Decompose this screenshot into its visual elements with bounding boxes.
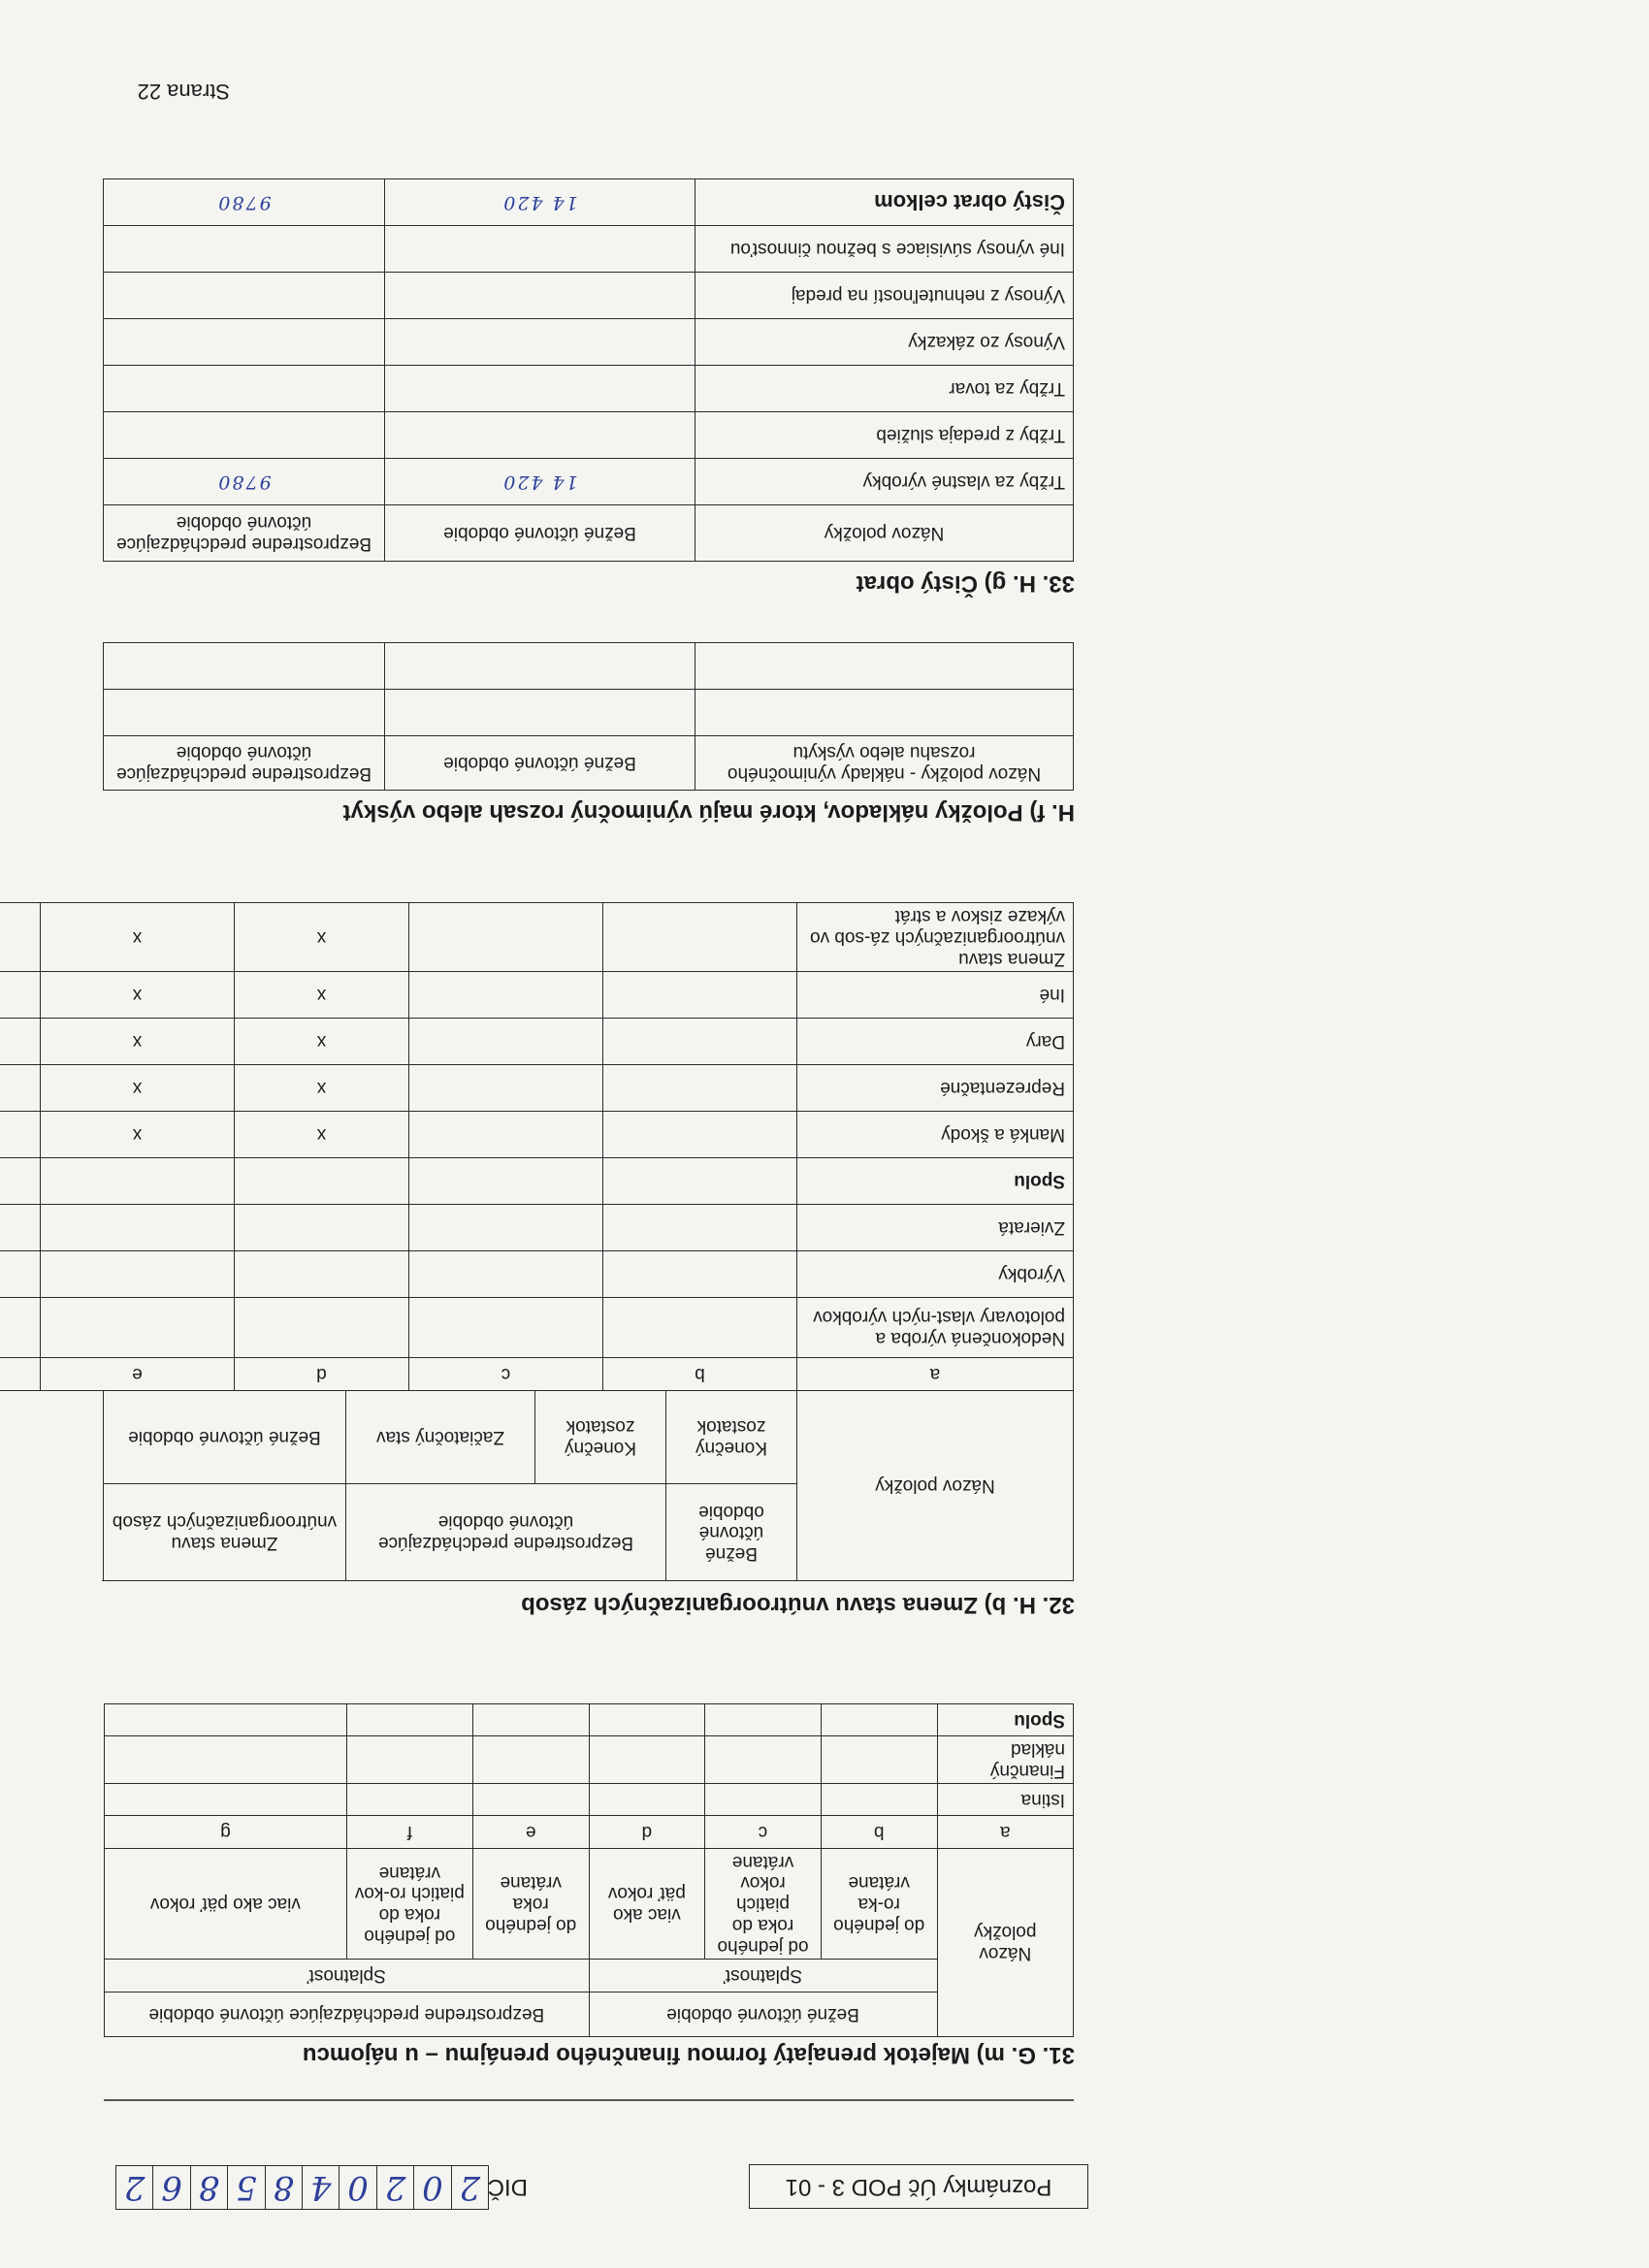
s31-sub-header: viac ako päť rokov [105, 1848, 347, 1959]
dic-digit: 2 [451, 2165, 489, 2210]
x-mark: x [41, 903, 235, 972]
x-mark: x [235, 1112, 409, 1158]
dic-digit: 2 [376, 2165, 413, 2210]
x-mark [0, 1019, 41, 1065]
s33g-title: 33. H. g) Čistý obrat [856, 570, 1075, 597]
x-mark: x [41, 1112, 235, 1158]
s32-period-current: Bežné účtovné obdobie [666, 1484, 797, 1581]
s33g-period-current: Bežné účtovné obdobie [385, 505, 695, 562]
dic-digit: 0 [339, 2165, 375, 2210]
s33f-period-current: Bežné účtovné obdobie [385, 736, 695, 791]
s31-period-current: Bežné účtovné obdobie [589, 1993, 937, 2037]
s33g-row-label: Výnosy zo zákazky [695, 319, 1074, 366]
s32-row-label: Spolu [797, 1158, 1074, 1205]
dic-digit: 0 [413, 2165, 450, 2210]
s31-maturity: Splatnosť [589, 1960, 937, 1993]
s32-sub-header: Konečný zostatok [666, 1391, 797, 1484]
s31-col-name: Názov položky [937, 1848, 1073, 2036]
s32-row-label: Manká a škody [797, 1112, 1074, 1158]
s32-row-label: Zvieratá [797, 1205, 1074, 1251]
x-mark: x [41, 1065, 235, 1112]
s31-letter: c [705, 1815, 822, 1848]
s33g-total-prev: 9780 [104, 179, 385, 226]
dic-label: DIČ [487, 2174, 528, 2200]
s33f-period-prev: Bezprostredne predchádzajúce účtovné obdobie [104, 736, 385, 791]
x-mark: x [235, 903, 409, 972]
s31-sub-header: od jedného roka do piatich ro-kov vrátane [346, 1848, 472, 1959]
s33g-period-prev: Bezprostredne predchádzajúce účtovné obdobie [104, 505, 385, 562]
x-mark: x [41, 1019, 235, 1065]
s33g-row-label: Tržby za vlastné výrobky [695, 459, 1074, 505]
s33g-row-label: Čistý obrat celkom [695, 179, 1074, 226]
x-mark: x [235, 1019, 409, 1065]
form-label: Poznámky Úč POD 3 - 01 [785, 2174, 1052, 2200]
s32-letter: e [41, 1358, 235, 1391]
s31-letter: d [589, 1815, 705, 1848]
s32-sub-header: Konečný zostatok [535, 1391, 666, 1484]
s32-letter: d [235, 1358, 409, 1391]
s32-col-name: Názov položky [797, 1391, 1074, 1581]
dic-digit: 2 [115, 2165, 152, 2210]
x-mark [0, 972, 41, 1019]
s32-table-body [0, 902, 1074, 1391]
s32-change: Zmena stavu vnútroorganizačných zásob [103, 1484, 345, 1581]
s32-sub-header: Začiatočný stav [345, 1391, 534, 1484]
s33g-total-current: 14 420 [385, 179, 695, 226]
s32-row-label: Reprezentačné [797, 1065, 1074, 1112]
s31-sub-header: do jedného roka vrátane [472, 1848, 589, 1959]
s32-row-label: Iné [797, 972, 1074, 1019]
s33g-table [103, 178, 1074, 562]
s31-letter: a [937, 1815, 1073, 1848]
x-mark [0, 903, 41, 972]
s31-sub-header: viac ako päť rokov [589, 1848, 705, 1959]
x-mark [0, 1112, 41, 1158]
s31-period-prev: Bezprostredne predchádzajúce účtovné obdobie [105, 1993, 590, 2037]
s32-row-label: Nedokončená výroba a polotovary vlast-ných výrobkov [797, 1298, 1074, 1358]
dic-digit: 8 [190, 2165, 227, 2210]
x-mark: x [235, 1065, 409, 1112]
dic-digit: 4 [302, 2165, 339, 2210]
dic-boxes [115, 2165, 489, 2210]
s32-letter: b [603, 1358, 797, 1391]
s33g-row-label: Tržby z predaja služieb [695, 412, 1074, 459]
s33f-title: H. f) Položky nákladov, ktoré majú výnimočný rozsah alebo výskyt [342, 799, 1075, 826]
s31-table [104, 1703, 1074, 2037]
s31-letter: e [472, 1815, 589, 1848]
s31-letter: b [821, 1815, 937, 1848]
s32-row-label: Dary [797, 1019, 1074, 1065]
s32-row-label: Zmena stavu vnútroorganizačných zá-sob vo výkaze ziskov a strát [797, 903, 1074, 972]
s31-sub-header: do jedného ro-ka vrátane [821, 1848, 937, 1959]
s33f-table [103, 642, 1074, 791]
s33g-value-prev: 9780 [104, 459, 385, 505]
s31-title: 31. G. m) Majetok prenajatý formou finančného prenájmu – u nájomcu [302, 2042, 1075, 2068]
x-mark: x [235, 972, 409, 1019]
s33f-col-name: Názov položky - náklady výnimočného rozsahu alebo výskytu [695, 736, 1074, 791]
s32-letter: a [797, 1358, 1074, 1391]
s33g-row-label: Iné výnosy súvisiace s bežnou činnosťou [695, 226, 1074, 273]
page-number: Strana 22 [137, 80, 230, 104]
form-label-box [749, 2164, 1088, 2209]
s31-letter: g [105, 1815, 347, 1848]
s32-letter: c [409, 1358, 603, 1391]
s33g-row-label: Výnosy z nehnuteľností na predaj [695, 273, 1074, 319]
s31-letter: f [346, 1815, 472, 1848]
header-rule [104, 2099, 1074, 2101]
s32-period-prev: Bezprostredne predchádzajúce účtovné obdobie [345, 1484, 665, 1581]
dic-digit: 5 [227, 2165, 264, 2210]
dic-digit: 8 [265, 2165, 302, 2210]
s32-sub-header: Bežné účtovné obdobie [103, 1391, 345, 1484]
s32-letter [0, 1358, 41, 1391]
s33g-row-label: Tržby za tovar [695, 366, 1074, 412]
x-mark [0, 1065, 41, 1112]
x-mark: x [41, 972, 235, 1019]
s32-row-label: Výrobky [797, 1251, 1074, 1298]
s31-row-label: Istina [937, 1783, 1073, 1815]
s32-title: 32. H. b) Zmena stavu vnútroorganizačných zásob [521, 1592, 1075, 1618]
s33g-value-current: 14 420 [385, 459, 695, 505]
s31-sub-header: od jedného roka do piatich rokov vrátane [705, 1848, 822, 1959]
dic-digit: 6 [152, 2165, 189, 2210]
s31-row-label: Spolu [937, 1704, 1073, 1736]
s32-table [103, 1390, 1074, 1581]
s31-row-label: Finančný náklad [937, 1736, 1073, 1784]
s31-maturity: Splatnosť [105, 1960, 590, 1993]
s33g-col-name: Názov položky [695, 505, 1074, 562]
